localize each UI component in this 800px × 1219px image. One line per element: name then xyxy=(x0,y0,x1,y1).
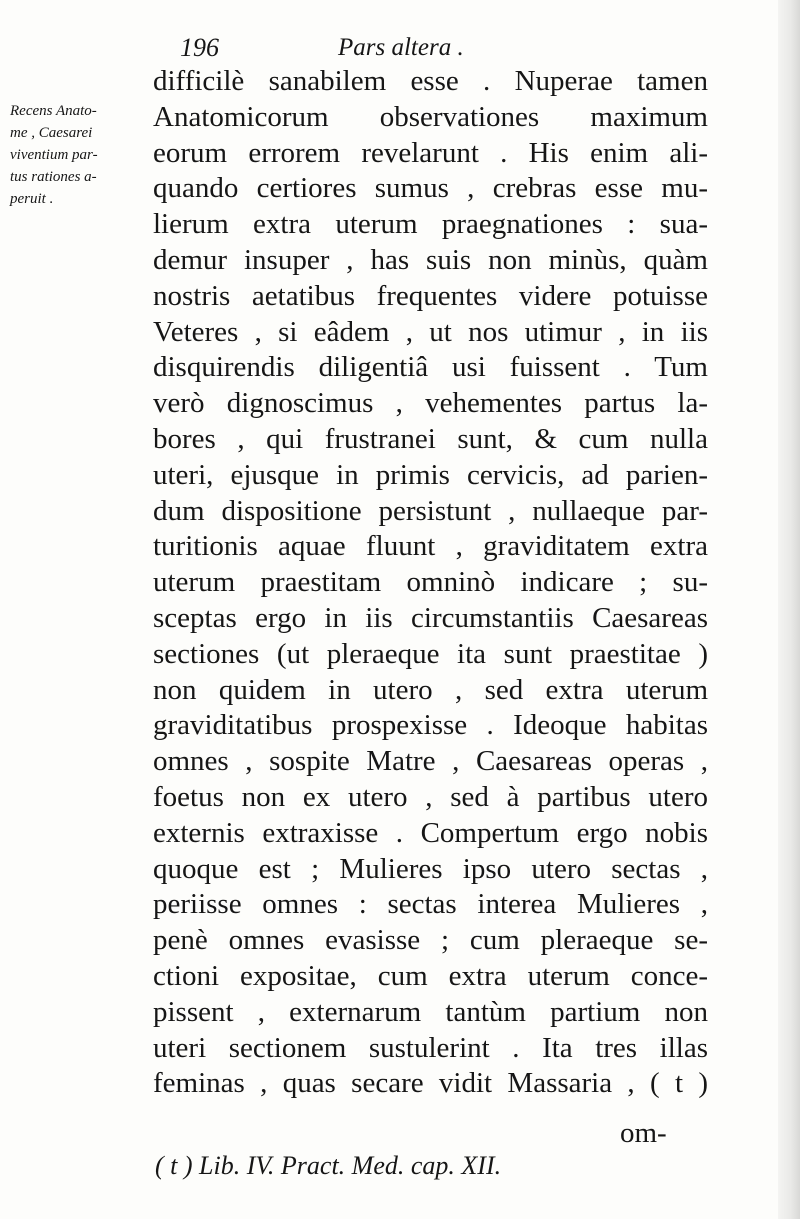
text-line: non quidem in utero , sed extra uterum xyxy=(153,673,708,706)
footnote: ( t ) Lib. IV. Pract. Med. cap. XII. xyxy=(155,1151,502,1180)
text-line: turitionis aquae fluunt , graviditatem extra xyxy=(153,530,708,563)
text-line: pissent , externarum tantùm partium non xyxy=(153,995,708,1028)
page-edge-shadow xyxy=(778,0,800,1219)
marginal-note-line: me , Caesarei xyxy=(10,125,93,141)
text-line: eorum errorem revelarunt . His enim ali- xyxy=(153,136,708,169)
text-line: foetus non ex utero , sed à partibus utero xyxy=(153,780,708,813)
text-line: penè omnes evasisse ; cum pleraeque se- xyxy=(153,924,708,957)
text-line: omnes , sospite Matre , Caesareas operas , xyxy=(153,745,708,778)
marginal-note xyxy=(10,100,150,210)
marginal-note-line: viventium par- xyxy=(10,147,98,163)
text-line: lierum extra uterum praegnationes : sua- xyxy=(153,208,708,241)
text-line: Veteres , si eâdem , ut nos utimur , in iis xyxy=(153,315,708,348)
text-line: quoque est ; Mulieres ipso utero sectas , xyxy=(153,852,708,885)
text-line: bores , qui frustranei sunt, & cum nulla xyxy=(153,422,708,455)
text-line: uterum praestitam omninò indicare ; su- xyxy=(153,566,708,599)
body-text xyxy=(153,64,708,1102)
text-line: nostris aetatibus frequentes videre potuisse xyxy=(153,279,708,312)
text-line: disquirendis diligentiâ usi fuissent . Tum xyxy=(153,351,708,384)
text-line: difficilè sanabilem esse . Nuperae tamen xyxy=(153,65,708,97)
catchword: om- xyxy=(620,1117,667,1149)
text-line: sceptas ergo in iis circumstantiis Caesareas xyxy=(153,601,708,634)
text-line: periisse omnes : sectas interea Mulieres , xyxy=(153,888,708,921)
marginal-note-line: tus rationes a- xyxy=(10,169,97,185)
running-title: Pars altera . xyxy=(338,34,464,61)
text-line: dum dispositione persistunt , nullaeque par- xyxy=(153,494,708,527)
marginal-note-line: Recens Anato- xyxy=(10,103,97,119)
text-line: quando certiores sumus , crebras esse mu- xyxy=(153,172,708,205)
text-line: uteri sectionem sustulerint . Ita tres illas xyxy=(153,1031,708,1064)
text-line: demur insuper , has suis non minùs, quàm xyxy=(153,243,708,276)
text-line: feminas , quas secare vidit Massaria , ( t ) xyxy=(153,1067,708,1100)
text-line: externis extraxisse . Compertum ergo nobis xyxy=(153,816,708,849)
text-line: verò dignoscimus , vehementes partus la- xyxy=(153,387,708,420)
running-head xyxy=(150,30,710,66)
text-line: Anatomicorum observationes maximum xyxy=(153,100,708,133)
marginal-note-line: peruit . xyxy=(10,191,54,207)
text-line: sectiones (ut pleraeque ita sunt praestitae ) xyxy=(153,637,708,670)
page-number: 196 xyxy=(180,33,219,62)
text-line: graviditatibus prospexisse . Ideoque habitas xyxy=(153,709,708,742)
text-line: ctioni expositae, cum extra uterum conce- xyxy=(153,959,708,992)
text-line: uteri, ejusque in primis cervicis, ad parien- xyxy=(153,458,708,491)
